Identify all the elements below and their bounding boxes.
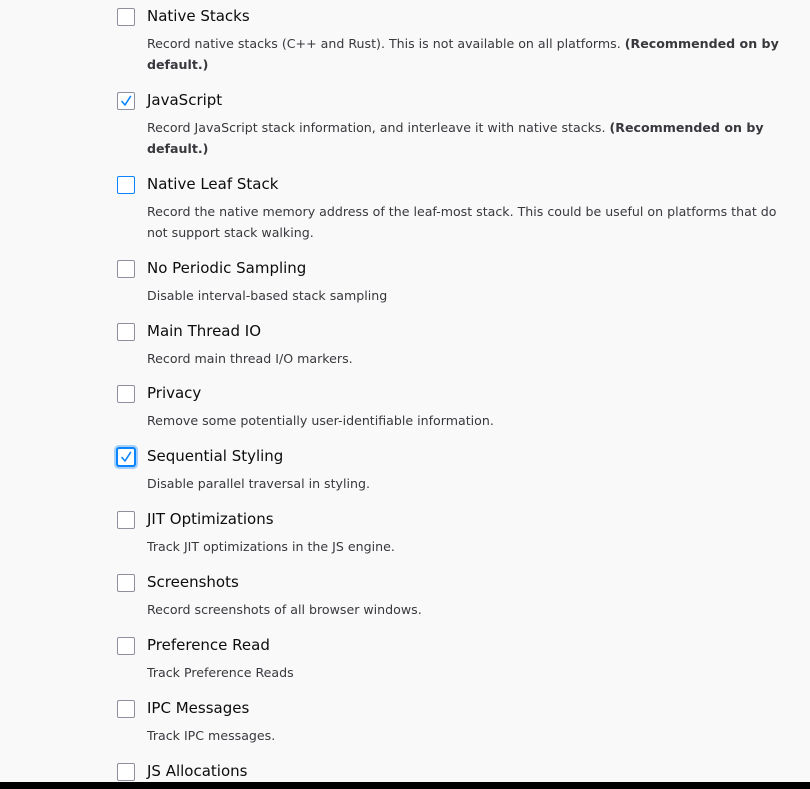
feature-name: Main Thread IO bbox=[147, 322, 262, 340]
feature-name: IPC Messages bbox=[147, 699, 250, 717]
javascript-checkbox[interactable] bbox=[117, 92, 135, 110]
feature-name: JIT Optimizations bbox=[147, 510, 274, 528]
feature-name: Sequential Styling bbox=[147, 447, 284, 465]
checkmark-icon bbox=[119, 94, 133, 108]
feature-name: Native Stacks bbox=[147, 7, 250, 25]
feature-description: Record JavaScript stack information, and interleave it with native stacks. (Recommended on by default.) bbox=[147, 120, 764, 156]
feature-name: Native Leaf Stack bbox=[147, 175, 279, 193]
feature-name: Screenshots bbox=[147, 573, 239, 591]
preference-read-checkbox[interactable] bbox=[117, 637, 135, 655]
feature-description: Record the native memory address of the leaf-most stack. This could be useful on platforms that do not support stack walking. bbox=[147, 204, 777, 240]
recommended-note: (Recommended on by default.) bbox=[147, 36, 779, 72]
feature-description: Disable parallel traversal in styling. bbox=[147, 476, 370, 491]
no-periodic-sampling-checkbox[interactable] bbox=[117, 260, 135, 278]
feature-name: Privacy bbox=[147, 384, 202, 402]
feature-description: Track IPC messages. bbox=[147, 728, 276, 743]
feature-description: Track JIT optimizations in the JS engine. bbox=[147, 539, 395, 554]
privacy-checkbox[interactable] bbox=[117, 385, 135, 403]
feature-name: No Periodic Sampling bbox=[147, 259, 307, 277]
sequential-styling-checkbox[interactable] bbox=[117, 448, 135, 466]
feature-description: Remove some potentially user-identifiable information. bbox=[147, 413, 494, 428]
screenshots-checkbox[interactable] bbox=[117, 574, 135, 592]
checkmark-icon bbox=[119, 450, 133, 464]
feature-description: Record screenshots of all browser windows. bbox=[147, 602, 422, 617]
feature-name: JS Allocations bbox=[147, 762, 248, 780]
js-allocations-checkbox[interactable] bbox=[117, 763, 135, 781]
window-bottom-edge bbox=[0, 782, 810, 789]
feature-description: Record native stacks (C++ and Rust). This is not available on all platforms. (Recommended on by default.) bbox=[147, 36, 779, 72]
feature-name: Preference Read bbox=[147, 636, 270, 654]
feature-description: Record main thread I/O markers. bbox=[147, 351, 353, 366]
feature-name: JavaScript bbox=[147, 91, 223, 109]
native-stacks-checkbox[interactable] bbox=[117, 8, 135, 26]
feature-description: Disable interval-based stack sampling bbox=[147, 288, 388, 303]
feature-description: Track Preference Reads bbox=[147, 665, 294, 680]
recommended-note: (Recommended on by default.) bbox=[147, 120, 764, 156]
ipc-messages-checkbox[interactable] bbox=[117, 700, 135, 718]
native-leaf-stack-checkbox[interactable] bbox=[117, 176, 135, 194]
jit-optimizations-checkbox[interactable] bbox=[117, 511, 135, 529]
main-thread-io-checkbox[interactable] bbox=[117, 323, 135, 341]
